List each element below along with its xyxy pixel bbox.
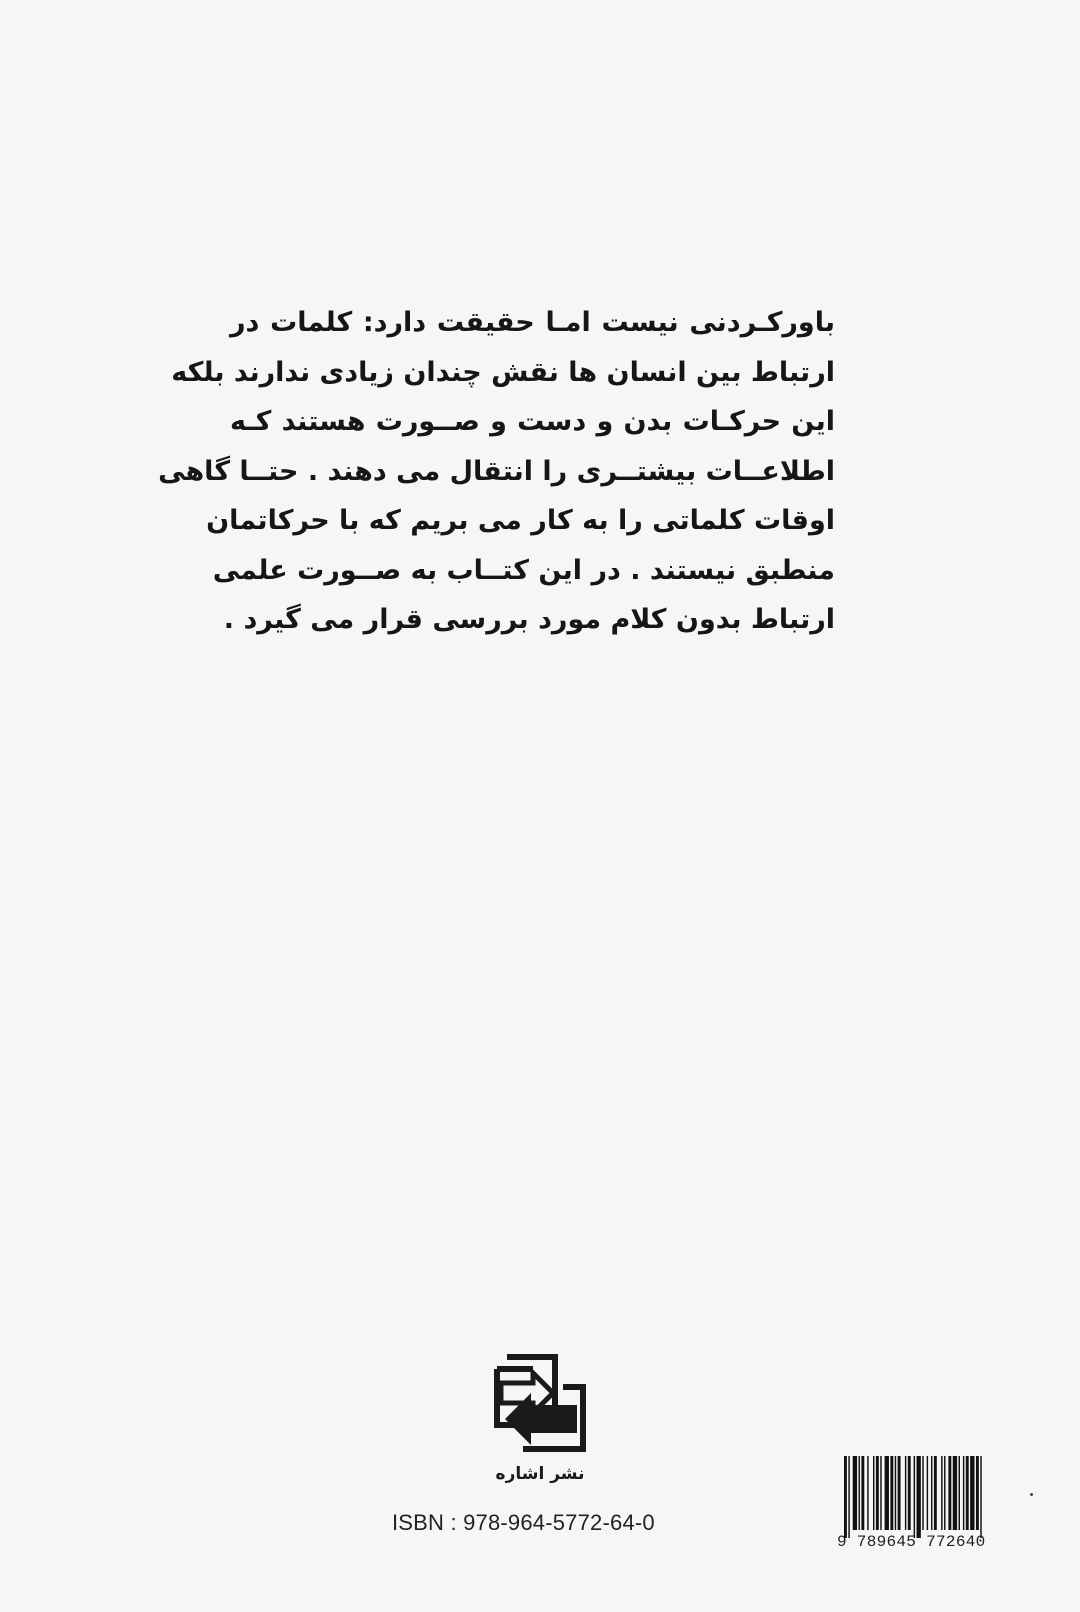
barcode-bar [917,1456,921,1538]
blurb-line: ارتباط بین انسان ها نقش چندان زیادی ندارند بلکه [171,356,835,388]
barcode-bar [944,1456,945,1530]
barcode-bar [895,1456,896,1530]
barcode-bar [861,1456,864,1530]
barcode-bar [908,1456,911,1530]
barcode-bar [914,1456,915,1538]
barcode-bar [859,1456,860,1530]
barcode-bar [922,1456,923,1530]
barcode-icon [842,1456,1032,1538]
barcode-bar [948,1456,951,1530]
barcode-bar [848,1456,849,1538]
barcode-bar [905,1456,906,1530]
barcode-bar [867,1456,868,1530]
barcode-bar [880,1456,881,1530]
ink-dot [1030,1493,1033,1496]
barcode-digits: 9 789645 772640 [837,1533,986,1551]
barcode-bar [885,1456,889,1530]
barcode-bar [941,1456,942,1530]
barcode-bar [953,1456,957,1530]
blurb-line: اوقات کلماتی را به کار می بریم که با حرکاتمان [206,505,835,536]
barcode-bar [970,1456,974,1530]
blurb-line: ارتباط بدون کلام مورد بررسی قرار می گیرد . [223,604,835,635]
isbn-text: ISBN : 978-964-5772-64-0 [392,1510,655,1535]
blurb-line: این حرکـات بدن و دست و صــورت هستند کـه [230,406,835,437]
barcode-bar [873,1456,874,1530]
barcode-bar [890,1456,893,1530]
publisher-logo-icon [493,1353,589,1453]
back-cover-blurb [158,298,835,645]
barcode-bar [898,1456,901,1530]
barcode-bar [980,1456,981,1538]
blurb-line: باورکـردنی نیست امـا حقیقت دارد: کلمات در [230,307,835,338]
barcode-bar [853,1456,857,1530]
barcode-bar [966,1456,969,1530]
barcode-bar [844,1456,847,1538]
barcode-bar [934,1456,937,1530]
barcode-bar [976,1456,979,1530]
barcode-bar [963,1456,964,1530]
barcode-bar [927,1456,928,1530]
barcode-bar [959,1456,960,1530]
publisher-name: نشر اشاره [495,1464,585,1484]
barcode-bar [931,1456,932,1530]
blurb-line: منطبق نیستند . در این کتــاب به صــورت علمی [212,554,835,586]
barcode-bar [876,1456,879,1530]
blurb-line: اطلاعــات بیشتــری را انتقال می دهند . حتــا گاهی [158,455,835,487]
